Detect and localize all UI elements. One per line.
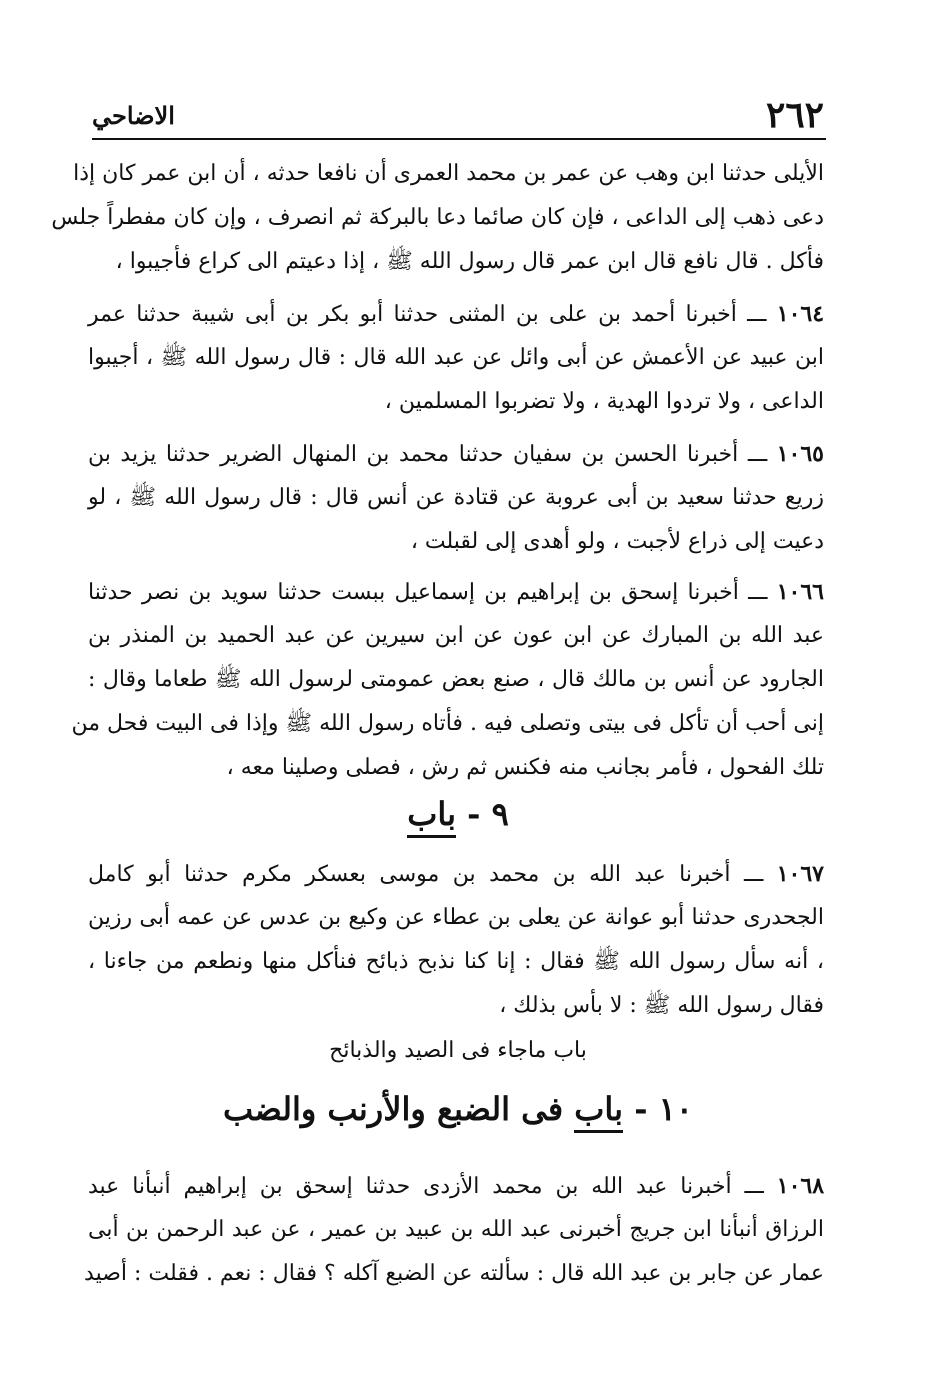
chapter-heading-9 — [92, 795, 824, 833]
hadith-number: ١٠٦٦ — [776, 579, 824, 605]
hadith-1065-first-line: ١٠٦٥ ـــ أخبرنا الحسن بن سفيان حدثنا محمد بن المنهال الضرير حدثنا يزيد بن — [88, 441, 824, 467]
text-line: أخبرنا إسحق بن إبراهيم بن إسماعيل ببست حدثنا سويد بن نصر حدثنا — [88, 580, 739, 605]
text-line: دعيت إلى ذراع لأجبت ، ولو أهدى إلى لقبلت ، — [410, 529, 824, 554]
hadith-1067-first-line: ١٠٦٧ ـــ أخبرنا عبد الله بن محمد بن موسى بعسكر مكرم حدثنا أبو كامل — [88, 861, 824, 887]
text-line: أخبرنا عبد الله بن محمد الأزدى حدثنا إسحق بن إبراهيم أنبأنا عبد — [88, 1174, 732, 1199]
chapter-number: ٩ - — [467, 795, 509, 833]
text-line: الأيلى حدثنا ابن وهب عن عمر بن محمد العمرى أن نافعا حدثه ، أن ابن عمر كان إذا — [73, 161, 824, 186]
text-line: الداعى ، ولا تردوا الهدية ، ولا تضربوا المسلمين ، — [384, 389, 824, 414]
hadith-number: ١٠٦٥ — [776, 441, 824, 467]
text-line: فقال رسول الله ﷺ : لا بأس بذلك ، — [499, 993, 824, 1018]
text-line: الرزاق أنبأنا ابن جريج أخبرنى عبد الله بن عبيد بن عمير ، عن عبد الرحمن بن أبى — [88, 1217, 824, 1242]
page-header — [92, 92, 824, 138]
hadith-1066-first-line: ١٠٦٦ ـــ أخبرنا إسحق بن إبراهيم بن إسماعيل ببست حدثنا سويد بن نصر حدثنا — [88, 579, 824, 605]
chapter-word: باب — [407, 795, 456, 838]
text-line: إنى أحب أن تأكل فى بيتى وتصلى فيه . فأتاه رسول الله ﷺ وإذا فى البيت فحل من — [71, 711, 824, 736]
text-line: تلك الفحول ، فأمر بجانب منه فكنس ثم رش ، فصلى وصلينا معه ، — [226, 755, 824, 780]
text-line: الجحدرى حدثنا أبو عوانة عن يعلى بن عطاء عن وكيع بن عدس عن عمه أبى رزين — [88, 905, 824, 930]
section-subheading: باب ماجاء فى الصيد والذبائح — [329, 1038, 587, 1063]
chapter-word: باب — [574, 1090, 623, 1133]
text-line: زريع حدثنا سعيد بن أبى عروبة عن قتادة عن أنس قال : قال رسول الله ﷺ ، لو — [88, 485, 824, 510]
hadith-number: ١٠٦٨ — [776, 1173, 825, 1199]
chapter-heading-10 — [92, 1090, 824, 1128]
chapter-title: فى الضبع والأرنب والضب — [223, 1090, 564, 1128]
text-line: فأكل . قال نافع قال ابن عمر قال رسول الله ﷺ ، إذا دعيتم الى كراع فأجيبوا ، — [115, 249, 824, 274]
text-line: عمار عن جابر بن عبد الله قال : سألته عن الضبع آكله ؟ فقال : نعم . فقلت : أصيد — [84, 1261, 824, 1286]
page-number: ٢٦٢ — [765, 94, 824, 136]
text-line: دعى ذهب إلى الداعى ، فإن كان صائما دعا بالبركة ثم انصرف ، وإن كان مفطراً جلس — [51, 205, 824, 230]
running-title: الاضاحي — [92, 100, 175, 130]
text-line: أخبرنا عبد الله بن محمد بن موسى بعسكر مكرم حدثنا أبو كامل — [88, 862, 731, 887]
text-line: ، أنه سأل رسول الله ﷺ فقال : إنا كنا نذبح ذبائح فنأكل منها ونطعم من جاءنا ، — [88, 949, 824, 974]
text-line: أخبرنا الحسن بن سفيان حدثنا محمد بن المنهال الضرير حدثنا يزيد بن — [88, 442, 739, 467]
text-line: ابن عبيد عن الأعمش عن أبى وائل عن عبد الله قال : قال رسول الله ﷺ ، أجيبوا — [88, 345, 824, 370]
chapter-number: ١٠ - — [634, 1090, 693, 1128]
header-rule — [92, 138, 826, 140]
hadith-number: ١٠٦٧ — [776, 861, 824, 887]
hadith-number: ١٠٦٤ — [776, 301, 825, 327]
hadith-1068-first-line: ١٠٦٨ ـــ أخبرنا عبد الله بن محمد الأزدى حدثنا إسحق بن إبراهيم أنبأنا عبد — [88, 1173, 825, 1199]
text-line: عبد الله بن المبارك عن ابن عون عن ابن سيرين عن عبد الحميد بن المنذر بن — [88, 623, 824, 648]
text-line: الجارود عن أنس بن مالك قال ، صنع بعض عمومتى لرسول الله ﷺ طعاما وقال : — [88, 667, 824, 692]
text-line: أخبرنا أحمد بن على بن المثنى حدثنا أبو بكر بن أبى شيبة حدثنا عمر — [88, 302, 737, 327]
hadith-1064-first-line: ١٠٦٤ ـــ أخبرنا أحمد بن على بن المثنى حدثنا أبو بكر بن أبى شيبة حدثنا عمر — [88, 301, 825, 327]
